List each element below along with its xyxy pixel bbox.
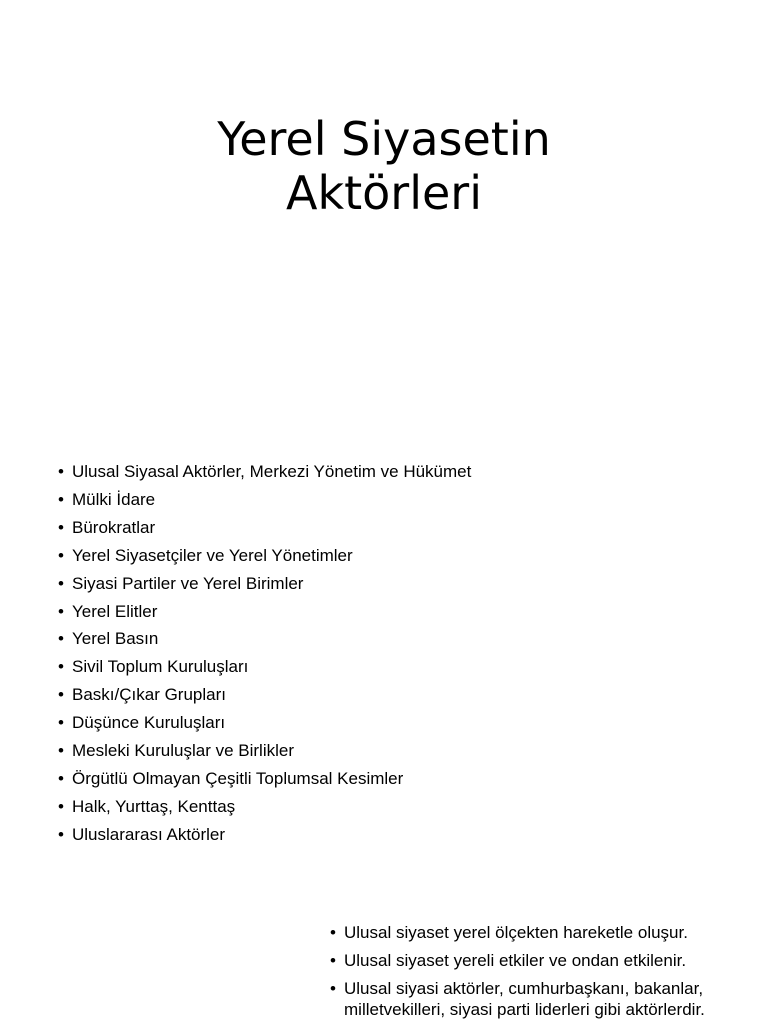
list-item bbox=[58, 625, 618, 653]
bullet-icon: • bbox=[330, 923, 336, 942]
list-item-text: Sivil Toplum Kuruluşları bbox=[72, 657, 249, 677]
list-item bbox=[58, 570, 618, 598]
list-item bbox=[58, 542, 618, 570]
list-item bbox=[58, 458, 618, 486]
bullet-icon: • bbox=[58, 573, 64, 593]
list-item bbox=[330, 978, 760, 1020]
notes-bullet-list bbox=[330, 922, 760, 1027]
list-item-text: Ulusal siyasi aktörler, cumhurbaşkanı, bakanlar, milletvekilleri, siyasi parti liderleri gibi aktörlerdir. bbox=[344, 979, 705, 1019]
slide-title-line-2: Aktörleri bbox=[286, 166, 482, 220]
list-item-text: Ulusal siyaset yereli etkiler ve ondan etkilenir. bbox=[344, 951, 687, 970]
list-item bbox=[330, 950, 760, 971]
list-item bbox=[58, 765, 618, 793]
list-item-text: Örgütlü Olmayan Çeşitli Toplumsal Kesimler bbox=[72, 768, 404, 788]
list-item bbox=[58, 709, 618, 737]
list-item bbox=[58, 598, 618, 626]
list-item-text: Mülki İdare bbox=[72, 489, 156, 509]
bullet-icon: • bbox=[330, 951, 336, 970]
bullet-icon: • bbox=[58, 713, 64, 733]
bullet-icon: • bbox=[58, 545, 64, 565]
list-item bbox=[58, 737, 618, 765]
list-item-text: Uluslararası Aktörler bbox=[72, 824, 226, 844]
bullet-icon: • bbox=[330, 979, 336, 998]
list-item-text: Siyasi Partiler ve Yerel Birimler bbox=[72, 573, 304, 593]
actors-bullet-list bbox=[58, 458, 618, 849]
bullet-icon: • bbox=[58, 657, 64, 677]
list-item bbox=[58, 514, 618, 542]
list-item bbox=[58, 486, 618, 514]
bullet-icon: • bbox=[58, 517, 64, 537]
bullet-icon: • bbox=[58, 741, 64, 761]
bullet-icon: • bbox=[58, 685, 64, 705]
slide-title-line-1: Yerel Siyasetin bbox=[217, 112, 551, 166]
bullet-icon: • bbox=[58, 462, 64, 481]
list-item-text: Halk, Yurttaş, Kenttaş bbox=[72, 796, 236, 816]
bullet-icon: • bbox=[58, 824, 64, 844]
list-item bbox=[58, 653, 618, 681]
bullet-icon: • bbox=[58, 796, 64, 816]
list-item-text: Yerel Basın bbox=[72, 629, 159, 649]
bullet-icon: • bbox=[58, 768, 64, 788]
bullet-icon: • bbox=[58, 601, 64, 621]
list-item-text: Ulusal Siyasal Aktörler, Merkezi Yönetim ve Hükümet bbox=[72, 462, 472, 481]
list-item bbox=[58, 793, 618, 821]
bullet-icon: • bbox=[58, 489, 64, 509]
bullet-icon: • bbox=[58, 629, 64, 649]
list-item-text: Mesleki Kuruluşlar ve Birlikler bbox=[72, 741, 295, 761]
list-item-text: Yerel Elitler bbox=[72, 601, 158, 621]
list-item-text: Yerel Siyasetçiler ve Yerel Yönetimler bbox=[72, 545, 353, 565]
list-item-text: Düşünce Kuruluşları bbox=[72, 713, 226, 733]
list-item bbox=[58, 821, 618, 849]
slide-title bbox=[150, 112, 618, 220]
list-item-text: Ulusal siyaset yerel ölçekten hareketle oluşur. bbox=[344, 923, 688, 942]
list-item-text: Bürokratlar bbox=[72, 517, 156, 537]
list-item bbox=[330, 922, 760, 943]
list-item bbox=[58, 681, 618, 709]
list-item-text: Baskı/Çıkar Grupları bbox=[72, 685, 226, 705]
